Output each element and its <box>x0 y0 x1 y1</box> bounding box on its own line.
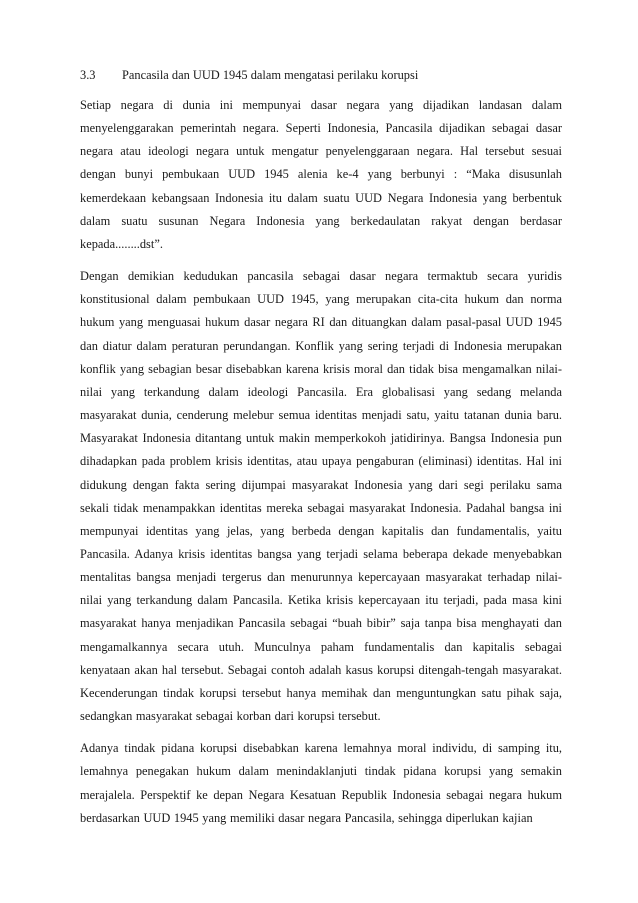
section-heading <box>80 66 562 84</box>
paragraph-3: Adanya tindak pidana korupsi disebabkan karena lemahnya moral individu, di samping itu, lemahnya penegakan hukum dalam menindaklanjuti tindak pidana korupsi yang semakin merajalela. Perspektif ke depan Negara Kesatuan Republik Indonesia sebagai negara hukum berdasarkan UUD 1945 yang memiliki dasar negara Pancasila, sehingga diperlukan kajian <box>80 741 562 825</box>
paragraph-1: Setiap negara di dunia ini mempunyai dasar negara yang dijadikan landasan dalam menyelenggarakan pemerintah negara. Seperti Indonesia, Pancasila dijadikan sebagai dasar negara atau ideologi negara untuk mengatur penyelenggaraan negara. Hal tersebut sesuai dengan bunyi pembukaan UUD 1945 alenia ke-4 yang berbunyi : “Maka disusunlah kemerdekaan kebangsaan Indonesia itu dalam suatu UUD Negara Indonesia yang berbentuk dalam suatu susunan Negara Indonesia yang berkedaulatan rakyat dengan berdasar kepada........dst”. <box>80 98 562 251</box>
paragraph-2: Dengan demikian kedudukan pancasila sebagai dasar negara termaktub secara yuridis konstitusional dalam pembukaan UUD 1945, yang merupakan cita-cita hukum dan norma hukum yang menguasai hukum dasar negara RI dan dituangkan dalam pasal-pasal UUD 1945 dan diatur dalam peraturan perundangan. Konflik yang sering terjadi di Indonesia merupakan konflik yang sebagian besar disebabkan karena krisis moral dan tidak bisa mengamalkan nilai-nilai yang terkandung dalam ideologi Pancasila. Era globalisasi yang sedang melanda masyarakat dunia, cenderung melebur semua identitas menjadi satu, yaitu tatanan dunia baru. Masyarakat Indonesia ditantang untuk makin memperkokoh jatidirinya. Bangsa Indonesia pun dihadapkan pada problem krisis identitas, atau upaya pengaburan (eliminasi) identitas. Hal ini didukung dengan fakta sering dijumpai masyarakat Indonesia yang dari segi perilaku sama sekali tidak menampakkan identitas mereka sebagai masyarakat Indonesia. Padahal bangsa ini mempunyai identitas yang jelas, yang berbeda dengan kapitalis dan fundamentalis, yaitu Pancasila. Adanya krisis identitas bangsa yang terjadi selama beberapa dekade menyebabkan mentalitas bangsa menjadi tergerus dan menurunnya kepercayaan masyarakat terhadap nilai-nilai yang terkandung dalam Pancasila. Ketika krisis kepercayaan itu terjadi, pada masa kini masyarakat hanya menjadikan Pancasila sebagai “buah bibir” saja tanpa bisa menghayati dan mengamalkannya secara utuh. Munculnya paham fundamentalis dan kapitalis sebagai kenyataan akan hal tersebut. Sebagai contoh adalah kasus korupsi ditengah-tengah masyarakat. Kecenderungan tindak korupsi tersebut hanya memihak dan menguntungkan satu pihak saja, sedangkan masyarakat sebagai korban dari korupsi tersebut. <box>80 269 562 724</box>
document-page <box>80 66 562 839</box>
section-number: 3.3 <box>80 68 96 82</box>
section-title: Pancasila dan UUD 1945 dalam mengatasi perilaku korupsi <box>122 68 419 82</box>
